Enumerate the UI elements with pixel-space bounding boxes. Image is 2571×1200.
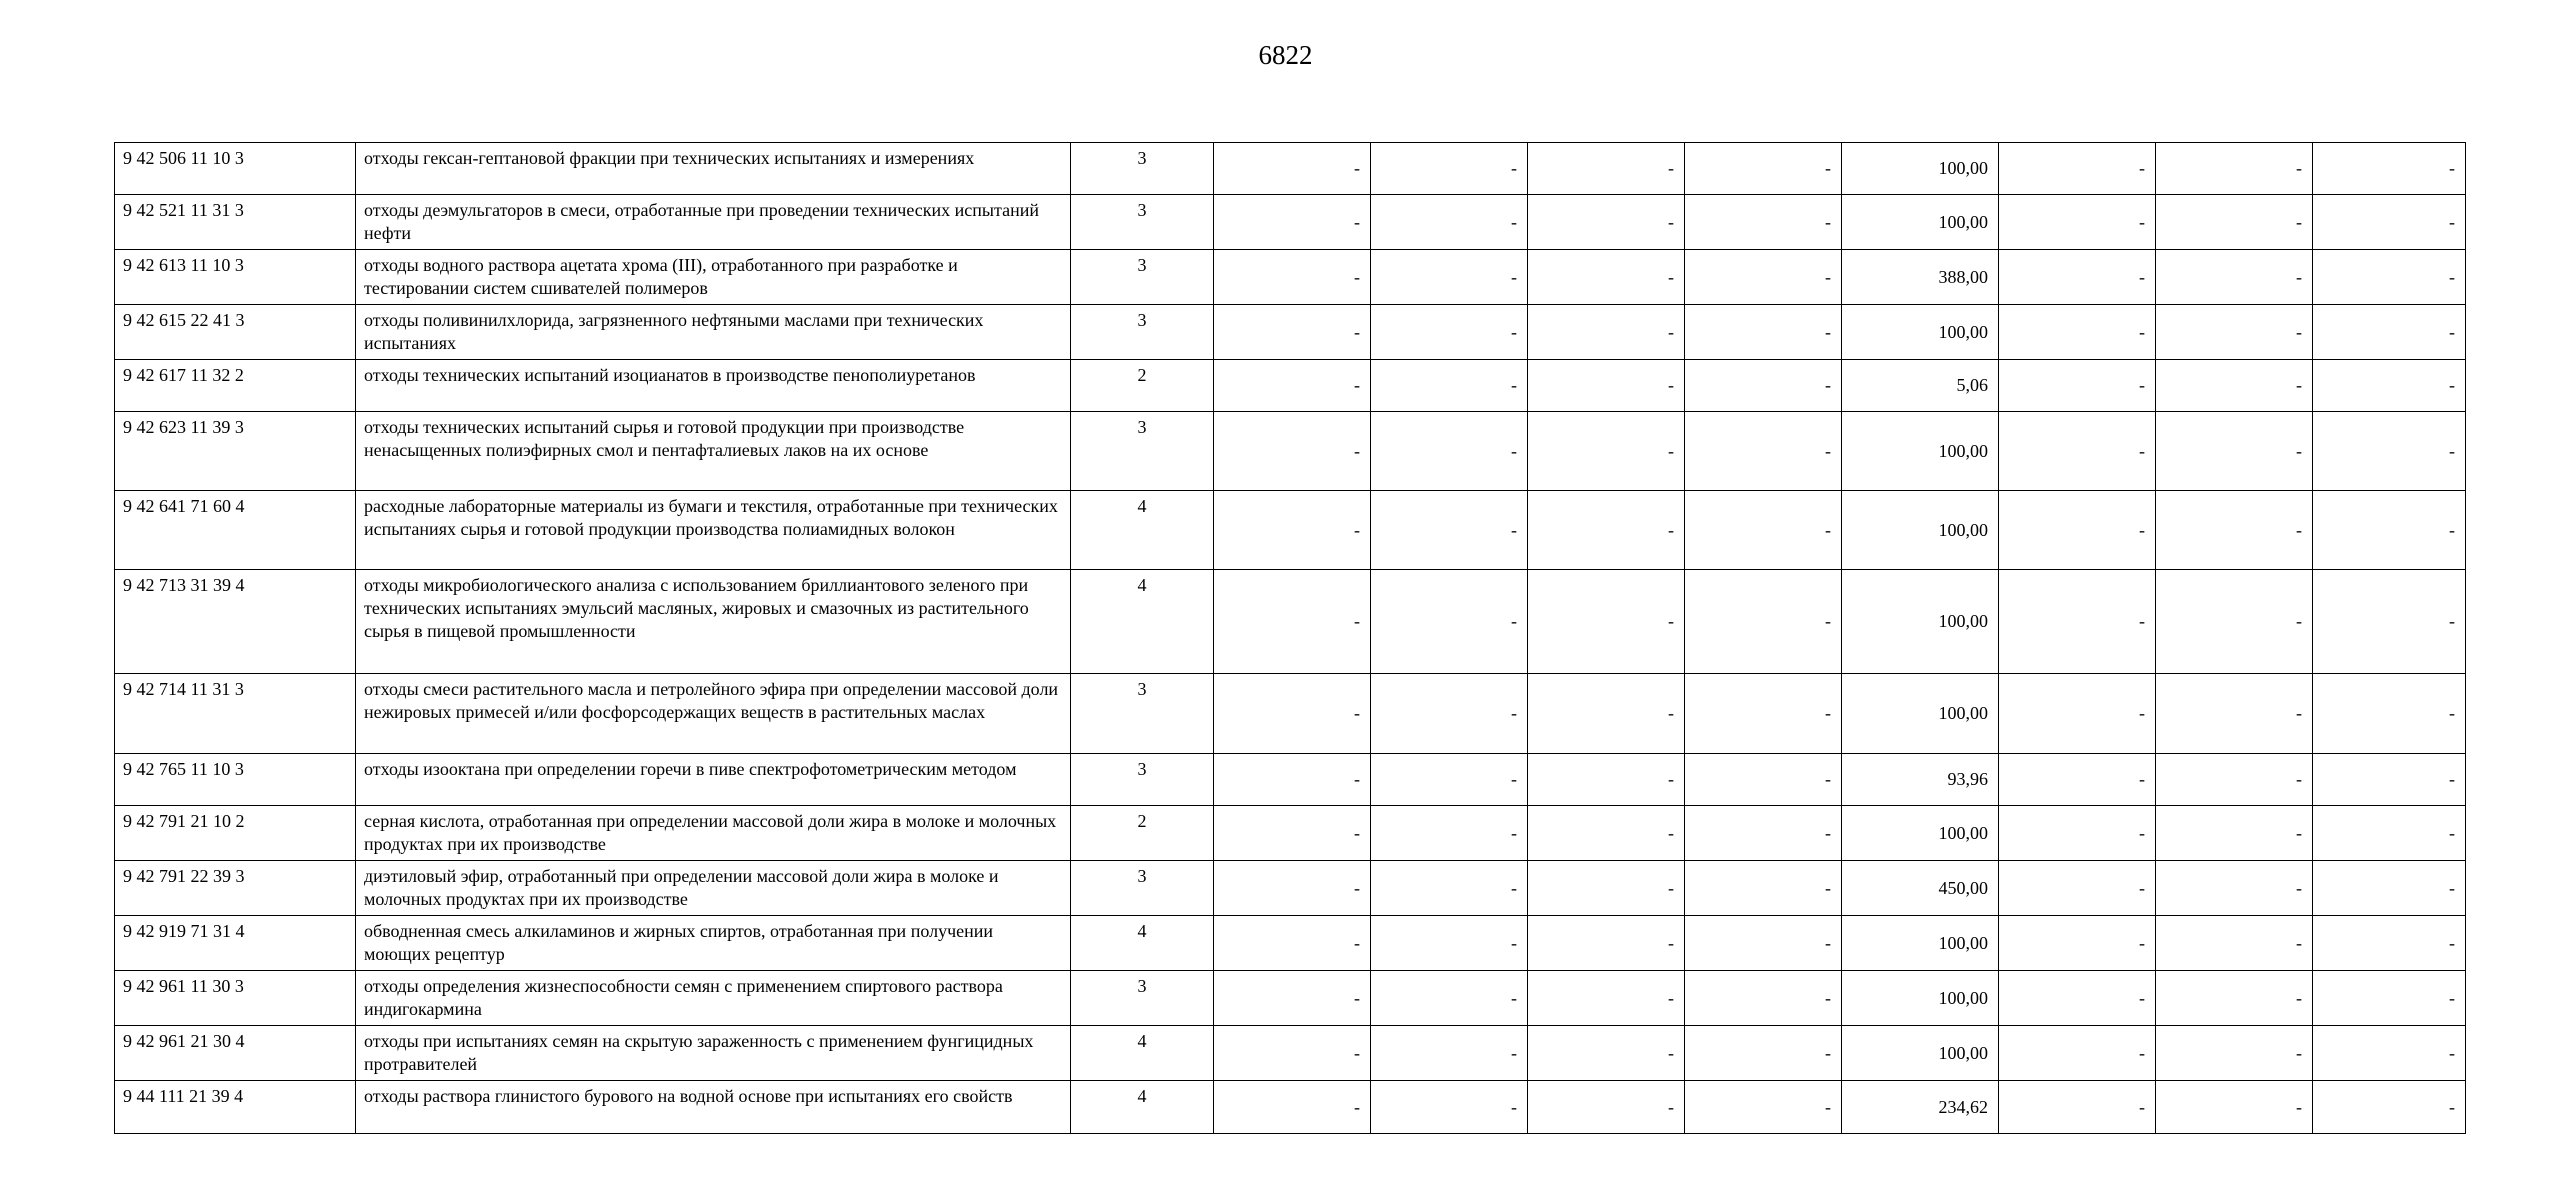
empty-value: - <box>2313 861 2466 916</box>
waste-name: отходы гексан-гептановой фракции при технических испытаниях и измерениях <box>356 143 1071 195</box>
empty-value: - <box>2313 570 2466 674</box>
empty-value: - <box>2156 250 2313 305</box>
table-row <box>115 570 2466 674</box>
waste-name: отходы изооктана при определении горечи в пиве спектрофотометрическим методом <box>356 754 1071 806</box>
hazard-class: 3 <box>1071 195 1214 250</box>
empty-value: - <box>1999 1026 2156 1081</box>
table-row <box>115 250 2466 305</box>
empty-value: - <box>1528 1026 1685 1081</box>
empty-value: - <box>2156 305 2313 360</box>
hazard-class: 4 <box>1071 1081 1214 1134</box>
waste-name: отходы при испытаниях семян на скрытую зараженность с применением фунгицидных протравителей <box>356 1026 1071 1081</box>
waste-code: 9 42 613 11 10 3 <box>115 250 356 305</box>
empty-value: - <box>2313 412 2466 491</box>
empty-value: - <box>1999 195 2156 250</box>
hazard-class: 3 <box>1071 674 1214 754</box>
waste-name: обводненная смесь алкиламинов и жирных спиртов, отработанная при получении моющих рецептур <box>356 916 1071 971</box>
empty-value: - <box>1528 754 1685 806</box>
table-row <box>115 1026 2466 1081</box>
empty-value: - <box>1371 806 1528 861</box>
empty-value: - <box>1685 570 1842 674</box>
table-row <box>115 916 2466 971</box>
empty-value: - <box>2156 570 2313 674</box>
table-row <box>115 305 2466 360</box>
empty-value: - <box>1528 143 1685 195</box>
empty-value: - <box>1214 674 1371 754</box>
empty-value: - <box>1214 491 1371 570</box>
empty-value: - <box>1999 754 2156 806</box>
waste-name: отходы смеси растительного масла и петролейного эфира при определении массовой доли нежировых примесей и/или фосфорсодержащих веществ в растительных маслах <box>356 674 1071 754</box>
empty-value: - <box>2156 1026 2313 1081</box>
empty-value: - <box>1214 360 1371 412</box>
empty-value: - <box>2156 360 2313 412</box>
empty-value: - <box>2156 412 2313 491</box>
waste-name: отходы раствора глинистого бурового на водной основе при испытаниях его свойств <box>356 1081 1071 1134</box>
table-row <box>115 806 2466 861</box>
empty-value: - <box>1528 674 1685 754</box>
empty-value: - <box>1685 143 1842 195</box>
empty-value: - <box>1999 806 2156 861</box>
empty-value: - <box>1214 195 1371 250</box>
page-number: 6822 <box>1258 40 1313 70</box>
empty-value: - <box>2313 305 2466 360</box>
rate-value: 100,00 <box>1842 1026 1999 1081</box>
empty-value: - <box>2313 1081 2466 1134</box>
empty-value: - <box>1685 250 1842 305</box>
rate-value: 234,62 <box>1842 1081 1999 1134</box>
empty-value: - <box>1685 916 1842 971</box>
empty-value: - <box>2313 195 2466 250</box>
empty-value: - <box>1999 674 2156 754</box>
empty-value: - <box>1371 570 1528 674</box>
rate-value: 5,06 <box>1842 360 1999 412</box>
empty-value: - <box>1214 861 1371 916</box>
empty-value: - <box>1528 360 1685 412</box>
empty-value: - <box>2156 1081 2313 1134</box>
empty-value: - <box>1685 1081 1842 1134</box>
empty-value: - <box>1685 1026 1842 1081</box>
rate-value: 100,00 <box>1842 195 1999 250</box>
empty-value: - <box>1528 570 1685 674</box>
waste-code: 9 42 961 21 30 4 <box>115 1026 356 1081</box>
waste-name: диэтиловый эфир, отработанный при определении массовой доли жира в молоке и молочных продуктах при их производстве <box>356 861 1071 916</box>
waste-code: 9 42 615 22 41 3 <box>115 305 356 360</box>
waste-code: 9 42 617 11 32 2 <box>115 360 356 412</box>
empty-value: - <box>2156 861 2313 916</box>
rate-value: 100,00 <box>1842 143 1999 195</box>
hazard-class: 3 <box>1071 305 1214 360</box>
hazard-class: 3 <box>1071 250 1214 305</box>
waste-name: расходные лабораторные материалы из бумаги и текстиля, отработанные при технических испытаниях сырья и готовой продукции производства полиамидных волокон <box>356 491 1071 570</box>
hazard-class: 3 <box>1071 971 1214 1026</box>
empty-value: - <box>2313 491 2466 570</box>
table-row <box>115 754 2466 806</box>
waste-code: 9 42 791 21 10 2 <box>115 806 356 861</box>
empty-value: - <box>1371 1026 1528 1081</box>
table-row <box>115 195 2466 250</box>
waste-code: 9 42 641 71 60 4 <box>115 491 356 570</box>
waste-name: отходы определения жизнеспособности семян с применением спиртового раствора индигокармина <box>356 971 1071 1026</box>
table-row <box>115 1081 2466 1134</box>
empty-value: - <box>1528 412 1685 491</box>
empty-value: - <box>2156 971 2313 1026</box>
empty-value: - <box>2156 754 2313 806</box>
empty-value: - <box>1685 674 1842 754</box>
empty-value: - <box>1214 806 1371 861</box>
waste-name: отходы микробиологического анализа с использованием бриллиантового зеленого при технических испытаниях эмульсий масляных, жировых и смазочных из растительного сырья в пищевой промышленности <box>356 570 1071 674</box>
empty-value: - <box>1528 861 1685 916</box>
empty-value: - <box>1685 195 1842 250</box>
waste-code: 9 42 521 11 31 3 <box>115 195 356 250</box>
empty-value: - <box>1371 360 1528 412</box>
empty-value: - <box>1371 754 1528 806</box>
empty-value: - <box>1999 570 2156 674</box>
hazard-class: 4 <box>1071 916 1214 971</box>
empty-value: - <box>2156 674 2313 754</box>
empty-value: - <box>2313 916 2466 971</box>
rate-value: 100,00 <box>1842 806 1999 861</box>
rate-value: 100,00 <box>1842 570 1999 674</box>
empty-value: - <box>1685 412 1842 491</box>
rate-value: 450,00 <box>1842 861 1999 916</box>
hazard-class: 3 <box>1071 861 1214 916</box>
empty-value: - <box>1999 305 2156 360</box>
empty-value: - <box>1999 491 2156 570</box>
empty-value: - <box>1371 195 1528 250</box>
empty-value: - <box>1685 806 1842 861</box>
waste-name: серная кислота, отработанная при определении массовой доли жира в молоке и молочных продуктах при их производстве <box>356 806 1071 861</box>
hazard-class: 2 <box>1071 360 1214 412</box>
empty-value: - <box>1371 916 1528 971</box>
rate-value: 93,96 <box>1842 754 1999 806</box>
empty-value: - <box>1371 1081 1528 1134</box>
empty-value: - <box>1685 754 1842 806</box>
empty-value: - <box>1214 1081 1371 1134</box>
empty-value: - <box>1528 195 1685 250</box>
waste-code: 9 42 623 11 39 3 <box>115 412 356 491</box>
empty-value: - <box>1214 305 1371 360</box>
empty-value: - <box>1685 861 1842 916</box>
empty-value: - <box>1528 491 1685 570</box>
waste-name: отходы деэмульгаторов в смеси, отработанные при проведении технических испытаний нефти <box>356 195 1071 250</box>
rate-value: 100,00 <box>1842 305 1999 360</box>
empty-value: - <box>2313 1026 2466 1081</box>
empty-value: - <box>1214 1026 1371 1081</box>
empty-value: - <box>2156 143 2313 195</box>
empty-value: - <box>1685 971 1842 1026</box>
table-row <box>115 674 2466 754</box>
empty-value: - <box>1371 971 1528 1026</box>
empty-value: - <box>1371 674 1528 754</box>
empty-value: - <box>1528 971 1685 1026</box>
empty-value: - <box>1999 250 2156 305</box>
empty-value: - <box>1528 1081 1685 1134</box>
rate-value: 100,00 <box>1842 491 1999 570</box>
waste-name: отходы технических испытаний сырья и готовой продукции при производстве ненасыщенных полиэфирных смол и пентафталиевых лаков на их основе <box>356 412 1071 491</box>
table-row <box>115 861 2466 916</box>
empty-value: - <box>2313 971 2466 1026</box>
empty-value: - <box>2313 143 2466 195</box>
waste-code: 9 42 714 11 31 3 <box>115 674 356 754</box>
empty-value: - <box>1214 916 1371 971</box>
waste-code: 9 42 506 11 10 3 <box>115 143 356 195</box>
empty-value: - <box>1214 250 1371 305</box>
empty-value: - <box>1999 916 2156 971</box>
empty-value: - <box>1999 412 2156 491</box>
waste-code: 9 42 919 71 31 4 <box>115 916 356 971</box>
table-row <box>115 412 2466 491</box>
empty-value: - <box>1999 1081 2156 1134</box>
empty-value: - <box>1685 491 1842 570</box>
empty-value: - <box>1371 491 1528 570</box>
waste-name: отходы технических испытаний изоцианатов в производстве пенополиуретанов <box>356 360 1071 412</box>
waste-code: 9 42 961 11 30 3 <box>115 971 356 1026</box>
empty-value: - <box>1214 412 1371 491</box>
empty-value: - <box>1999 143 2156 195</box>
empty-value: - <box>1685 305 1842 360</box>
empty-value: - <box>1371 250 1528 305</box>
empty-value: - <box>2156 916 2313 971</box>
empty-value: - <box>1999 360 2156 412</box>
hazard-class: 3 <box>1071 143 1214 195</box>
rate-value: 100,00 <box>1842 674 1999 754</box>
table-row <box>115 491 2466 570</box>
empty-value: - <box>1371 143 1528 195</box>
hazard-class: 4 <box>1071 1026 1214 1081</box>
empty-value: - <box>1371 412 1528 491</box>
empty-value: - <box>1528 250 1685 305</box>
waste-code: 9 42 713 31 39 4 <box>115 570 356 674</box>
waste-code: 9 42 791 22 39 3 <box>115 861 356 916</box>
empty-value: - <box>1528 305 1685 360</box>
waste-name: отходы водного раствора ацетата хрома (III), отработанного при разработке и тестировании систем сшивателей полимеров <box>356 250 1071 305</box>
empty-value: - <box>2156 195 2313 250</box>
empty-value: - <box>1999 971 2156 1026</box>
hazard-class: 4 <box>1071 491 1214 570</box>
empty-value: - <box>1214 754 1371 806</box>
table-row <box>115 971 2466 1026</box>
hazard-class: 2 <box>1071 806 1214 861</box>
empty-value: - <box>1214 570 1371 674</box>
waste-code: 9 44 111 21 39 4 <box>115 1081 356 1134</box>
empty-value: - <box>1999 861 2156 916</box>
empty-value: - <box>1685 360 1842 412</box>
empty-value: - <box>1371 305 1528 360</box>
hazard-class: 3 <box>1071 754 1214 806</box>
empty-value: - <box>2313 674 2466 754</box>
rate-value: 388,00 <box>1842 250 1999 305</box>
empty-value: - <box>1371 861 1528 916</box>
rate-value: 100,00 <box>1842 916 1999 971</box>
empty-value: - <box>2156 806 2313 861</box>
empty-value: - <box>1214 971 1371 1026</box>
empty-value: - <box>2313 250 2466 305</box>
rate-value: 100,00 <box>1842 412 1999 491</box>
rate-value: 100,00 <box>1842 971 1999 1026</box>
empty-value: - <box>2156 491 2313 570</box>
waste-name: отходы поливинилхлорида, загрязненного нефтяными маслами при технических испытаниях <box>356 305 1071 360</box>
empty-value: - <box>1214 143 1371 195</box>
empty-value: - <box>2313 806 2466 861</box>
table-row <box>115 143 2466 195</box>
table-row <box>115 360 2466 412</box>
empty-value: - <box>2313 360 2466 412</box>
empty-value: - <box>1528 806 1685 861</box>
waste-table <box>114 142 2466 1134</box>
empty-value: - <box>2313 754 2466 806</box>
waste-code: 9 42 765 11 10 3 <box>115 754 356 806</box>
empty-value: - <box>1528 916 1685 971</box>
hazard-class: 3 <box>1071 412 1214 491</box>
hazard-class: 4 <box>1071 570 1214 674</box>
